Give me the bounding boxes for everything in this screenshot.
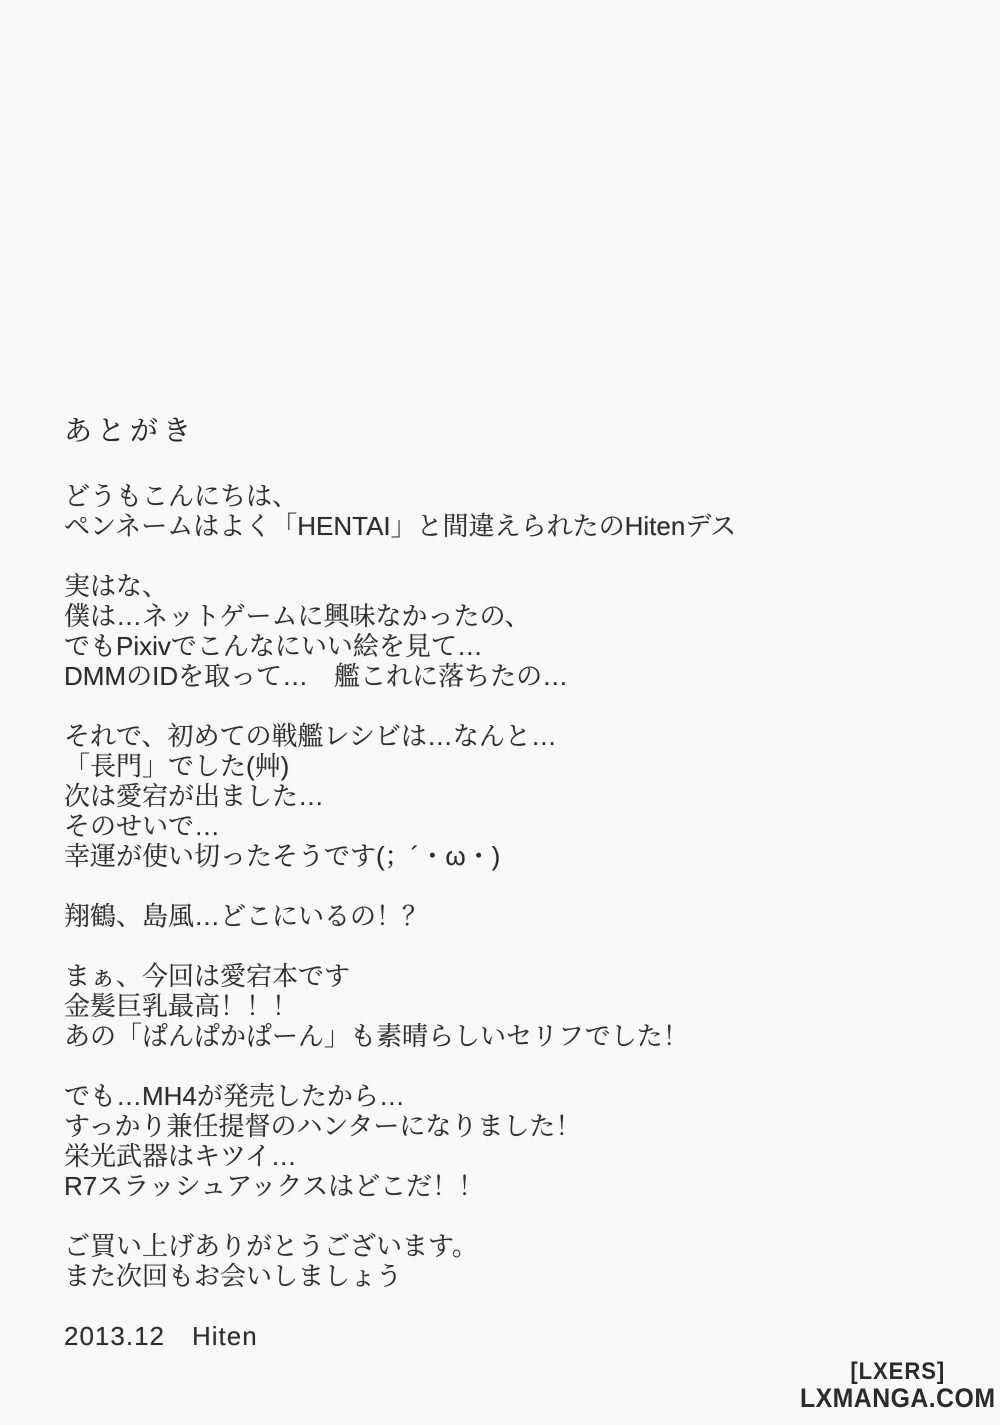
text-line: あの「ぱんぱかぱーん」も素晴らしいセリフでした！ [64,1021,689,1051]
text-line: 翔鶴、島風…どこにいるの！？ [64,901,429,931]
text-line: 僕は…ネットゲームに興味なかったの、 [64,601,531,631]
afterword-paragraph [64,571,934,691]
text-line: 幸運が使い切ったそうです(；´・ω・) [64,841,501,871]
text-line: DMMのIDを取って… 艦これに落ちたの… [64,661,569,691]
text-line: ペンネームはよく「HENTAI」と間違えられたのHitenデス [64,511,737,541]
text-line: すっかり兼任提督のハンターになりました！ [64,1111,582,1141]
text-line: 「長門」でした(艸) [64,751,290,781]
text-line: それで、初めての戦艦レシビは…なんと… [64,721,557,751]
afterword-paragraph [64,901,934,931]
text-line: また次回もお会いしましょう [64,1261,403,1291]
text-line: ご買い上げありがとうございます。 [64,1231,478,1261]
text-line: そのせいで… [64,811,221,841]
afterword-title: あとがき [64,415,197,446]
signature-line: 2013.12 Hiten [64,1321,258,1351]
text-line: 栄光武器はキツイ… [64,1141,297,1171]
text-line: R7スラッシュアックスはどこだ！！ [64,1171,485,1201]
text-line: 実はな、 [64,571,169,601]
text-line: 金髪巨乳最高！！！ [64,991,299,1021]
afterword-paragraph [64,721,934,871]
watermark [800,1359,995,1413]
afterword-paragraph [64,1231,934,1291]
text-line: どうもこんにちは、 [64,481,299,511]
text-line: まぁ、今回は愛宕本です [64,961,351,991]
text-line: でもPixivでこんなにいい絵を見て… [64,631,483,661]
afterword-content [64,416,934,1351]
afterword-paragraph [64,1081,934,1201]
afterword-paragraph [64,481,934,541]
afterword-paragraph [64,961,934,1051]
text-line: でも…MH4が発売したから… [64,1081,405,1111]
watermark-site-url: LXMANGA.COM [799,1383,995,1414]
text-line: 次は愛宕が出ました… [64,781,325,811]
watermark-group-tag: [LXERS] [849,1357,945,1385]
